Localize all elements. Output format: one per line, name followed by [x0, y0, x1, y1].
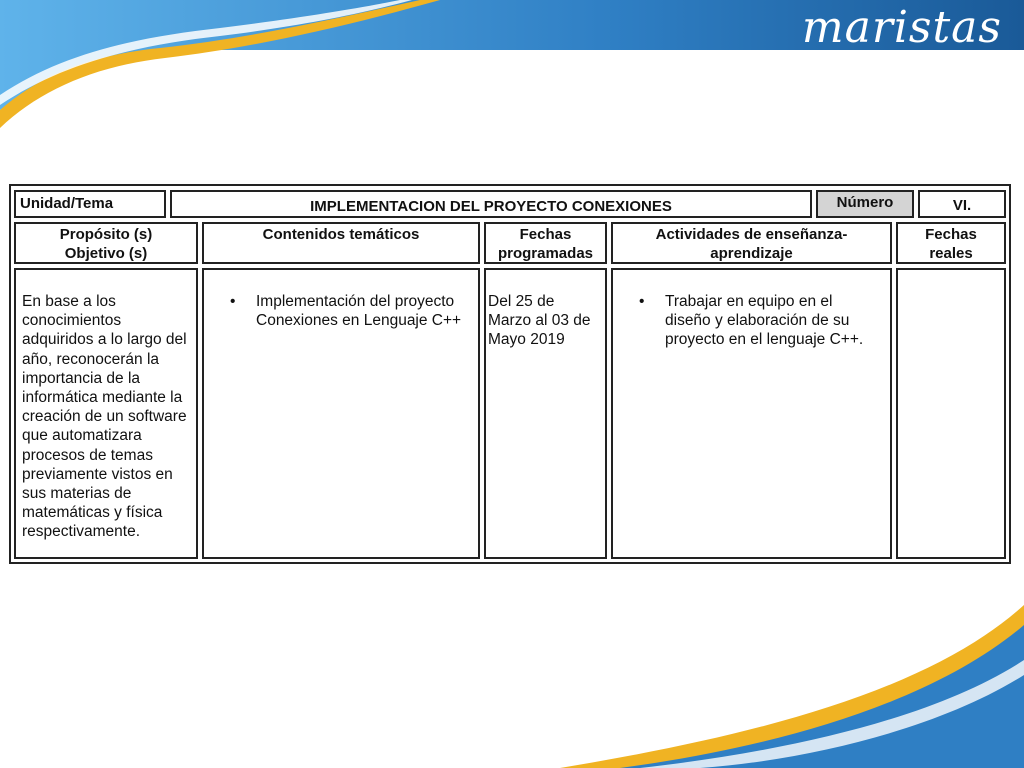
actividades-cell — [611, 268, 892, 559]
header-actividades — [611, 222, 892, 264]
actividades-list — [615, 292, 876, 350]
numero-label: Número — [816, 190, 914, 218]
bullet-icon: • — [639, 293, 645, 310]
fechas-reales-cell — [896, 268, 1006, 559]
contenidos-cell — [202, 268, 480, 559]
unidad-tema-value: IMPLEMENTACION DEL PROYECTO CONEXIONES — [170, 190, 812, 218]
header-actividades-line2: aprendizaje — [710, 245, 793, 262]
header-fechas-reales — [896, 222, 1006, 264]
unidad-tema-label: Unidad/Tema — [14, 190, 166, 218]
header-fechas-programadas — [484, 222, 607, 264]
actividades-item-text: Trabajar en equipo en el diseño y elaboración de su proyecto en el lenguaje C++. — [665, 293, 864, 349]
header-fechas-programadas-line1: Fechas — [519, 226, 572, 243]
header-objetivo-line2: Objetivo (s) — [64, 245, 148, 262]
contenidos-item-text: Implementación del proyecto Conexiones en Lenguaje C++ — [256, 293, 462, 330]
header-contenidos: Contenidos temáticos — [202, 222, 480, 264]
bullet-icon: • — [230, 293, 236, 310]
fechas-programadas-text: Del 25 de Marzo al 03 de Mayo 2019 — [488, 293, 591, 349]
contenidos-list — [206, 292, 474, 330]
proposito-cell — [14, 268, 198, 559]
header-proposito-line1: Propósito (s) — [59, 226, 153, 243]
proposito-text: En base a los conocimientos adquiridos a lo largo del año, reconocerán la importancia de la informática mediante la creación de un software que automatizara procesos de temas previamente vistos en sus materias de matemáticas y física respectivamente. — [22, 293, 187, 541]
header-actividades-line1: Actividades de enseñanza- — [655, 226, 848, 243]
numero-value: VI. — [918, 190, 1006, 218]
header-fechas-reales-line1: Fechas — [925, 226, 977, 243]
list-item — [230, 292, 474, 330]
list-item — [639, 292, 876, 350]
fechas-programadas-cell — [484, 268, 607, 559]
header-proposito — [14, 222, 198, 264]
header-fechas-reales-line2: reales — [929, 245, 973, 262]
maristas-logo: maristas — [801, 2, 1002, 53]
header-fechas-programadas-line2: programadas — [497, 245, 594, 262]
footer-swoosh — [0, 600, 1024, 768]
